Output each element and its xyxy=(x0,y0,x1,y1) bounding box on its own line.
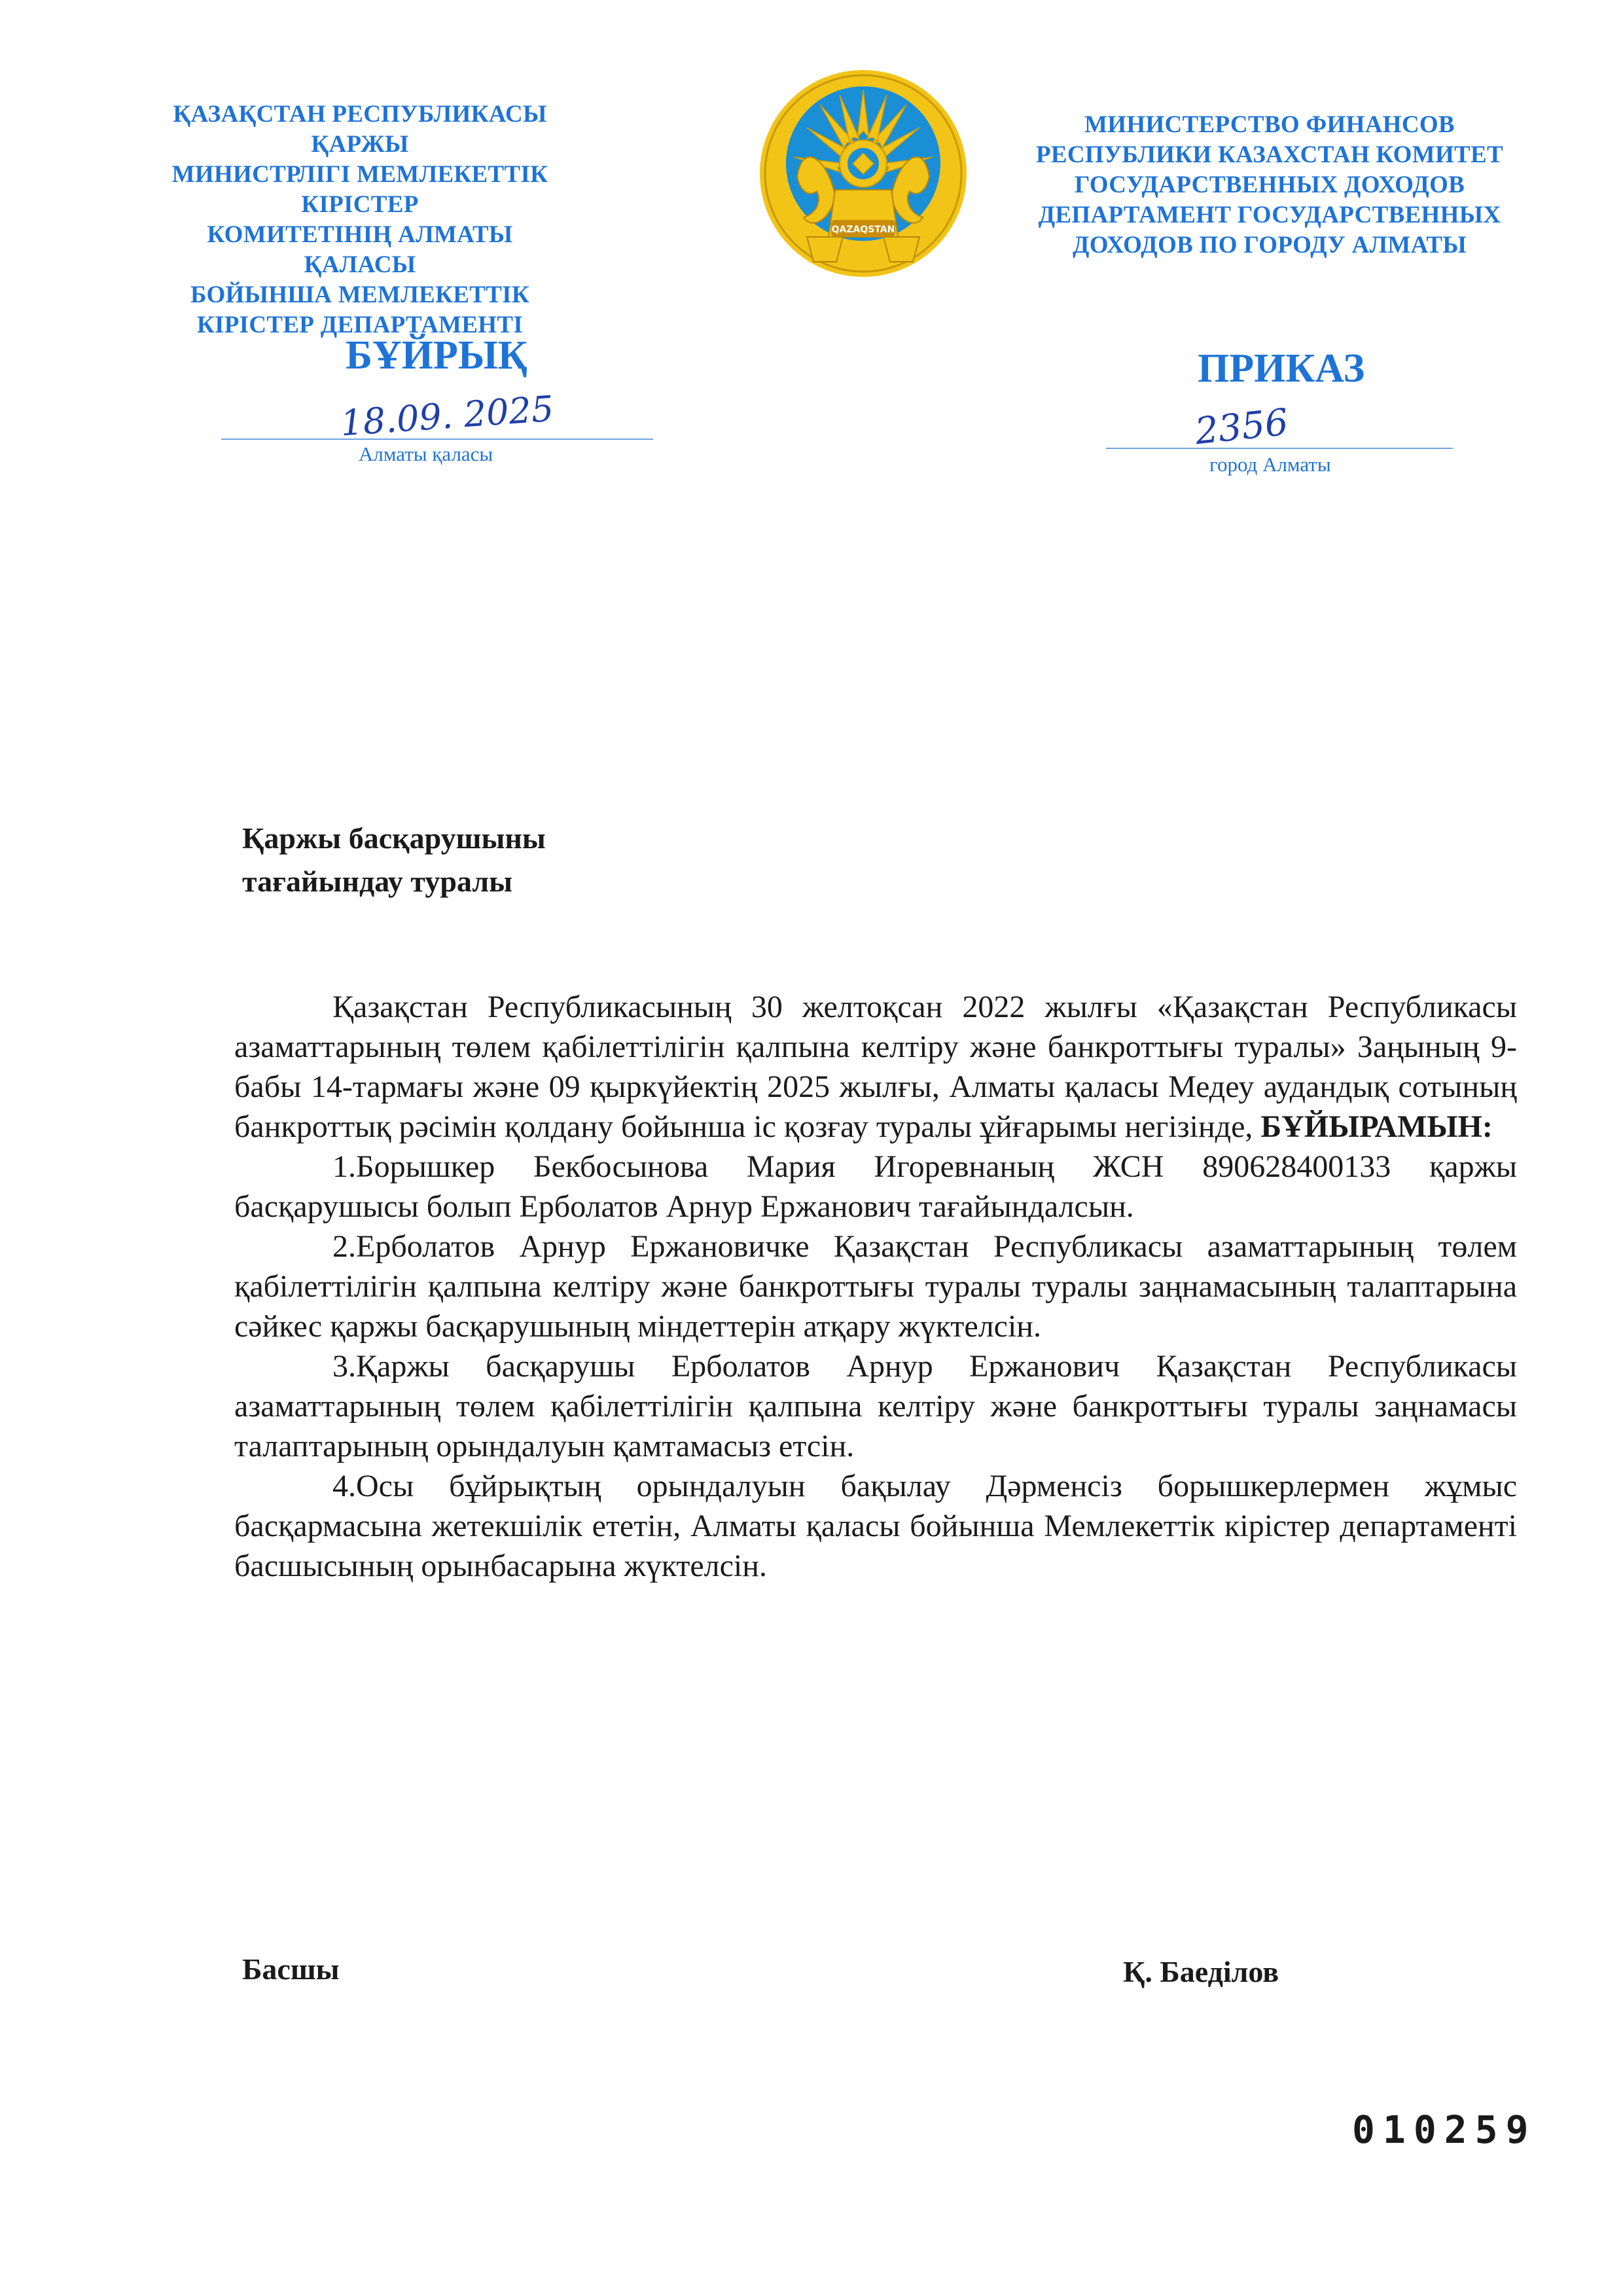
date-underline xyxy=(221,439,653,440)
org-kz-line: КОМИТЕТІНІҢ АЛМАТЫ ҚАЛАСЫ xyxy=(207,221,513,278)
order-date: 18.09. 2025 xyxy=(339,387,556,444)
city-ru: город Алматы xyxy=(1209,453,1331,476)
intro-text: Қазақстан Республикасының 30 желтоқсан 2022 жылғы «Қазақстан Республикасы азаматтарының төлем қабілеттілігін қалпына келтіру және банкроттығы туралы» Заңының 9-бабы 14-тармағы және 09 қыркүйектің 2025 жылғы, Алматы қаласы Медеу аудандық сотының банкроттық рәсімін қолдану бойынша іс қозғау туралы ұйғарымы негізінде, xyxy=(234,990,1517,1144)
order-subject xyxy=(242,817,766,903)
org-name-ru xyxy=(1001,110,1538,260)
intro-directive: БҰЙЫРАМЫН: xyxy=(1260,1109,1493,1144)
org-ru-line: ДОХОДОВ ПО ГОРОДУ АЛМАТЫ xyxy=(1072,232,1467,259)
serial-number: 010259 xyxy=(1352,2108,1537,2152)
body-item: 3.Қаржы басқарушы Ерболатов Арнур Ержанович Қазақстан Республикасы азаматтарының төлем қабілеттілігін қалпына келтіру және банкроттығы туралы заңнамасы талаптарының орындалуын қамтамасыз етсін. xyxy=(234,1349,1517,1463)
order-title-ru: ПРИКАЗ xyxy=(1198,346,1365,391)
subject-line: тағайындау туралы xyxy=(242,865,513,898)
org-ru-line: МИНИСТЕРСТВО ФИНАНСОВ xyxy=(1084,111,1455,138)
org-kz-line: ҚАЗАҚСТАН РЕСПУБЛИКАСЫ ҚАРЖЫ xyxy=(173,101,547,158)
city-kz: Алматы қаласы xyxy=(359,442,493,465)
order-title-kz: БҰЙРЫҚ xyxy=(346,333,527,378)
body-intro xyxy=(234,987,1517,1147)
state-emblem xyxy=(758,65,969,281)
body-item: 2.Ерболатов Арнур Ержановичке Қазақстан Республикасы азаматтарының төлем қабілеттілігін қалпына келтіру және банкроттығы туралы туралы заңнамасының талаптарына сәйкес қаржы басқарушының міндеттерін атқару жүктелсін. xyxy=(234,1229,1517,1344)
signature-position: Басшы xyxy=(242,1952,340,1986)
org-ru-line: ГОСУДАРСТВЕННЫХ ДОХОДОВ xyxy=(1074,171,1465,198)
number-underline xyxy=(1106,448,1453,449)
org-kz-line: БОЙЫНША МЕМЛЕКЕТТІК xyxy=(190,281,530,308)
org-name-kz xyxy=(157,99,563,340)
org-ru-line: ДЕПАРТАМЕНТ ГОСУДАРСТВЕННЫХ xyxy=(1038,202,1501,228)
body-item: 1.Борышкер Бекбосынова Мария Игоревнаның ЖСН 890628400133 қаржы басқарушысы болып Ерболатов Арнур Ержанович тағайындалсын. xyxy=(234,1149,1517,1224)
signature-name: Қ. Баеділов xyxy=(1123,1955,1279,1988)
org-ru-line: РЕСПУБЛИКИ КАЗАХСТАН КОМИТЕТ xyxy=(1035,141,1503,168)
state-emblem-icon xyxy=(758,65,969,281)
body-item: 4.Осы бұйрықтың орындалуын бақылау Дәрменсіз борышкерлермен жұмыс басқармасына жетекшілік ететін, Алматы қаласы бойынша Мемлекеттік кірістер департаменті басшысының орынбасарына жүктелсін. xyxy=(234,1469,1517,1583)
order-body xyxy=(234,987,1517,1586)
org-kz-line: МИНИСТРЛІГІ МЕМЛЕКЕТТІК КІРІСТЕР xyxy=(171,161,548,218)
org-kz-line: КІРІСТЕР ДЕПАРТАМЕНТІ xyxy=(196,312,524,338)
order-number: 2356 xyxy=(1192,401,1291,454)
emblem-label: QAZAQSTAN xyxy=(831,224,895,235)
subject-line: Қаржы басқарушыны xyxy=(242,821,546,855)
